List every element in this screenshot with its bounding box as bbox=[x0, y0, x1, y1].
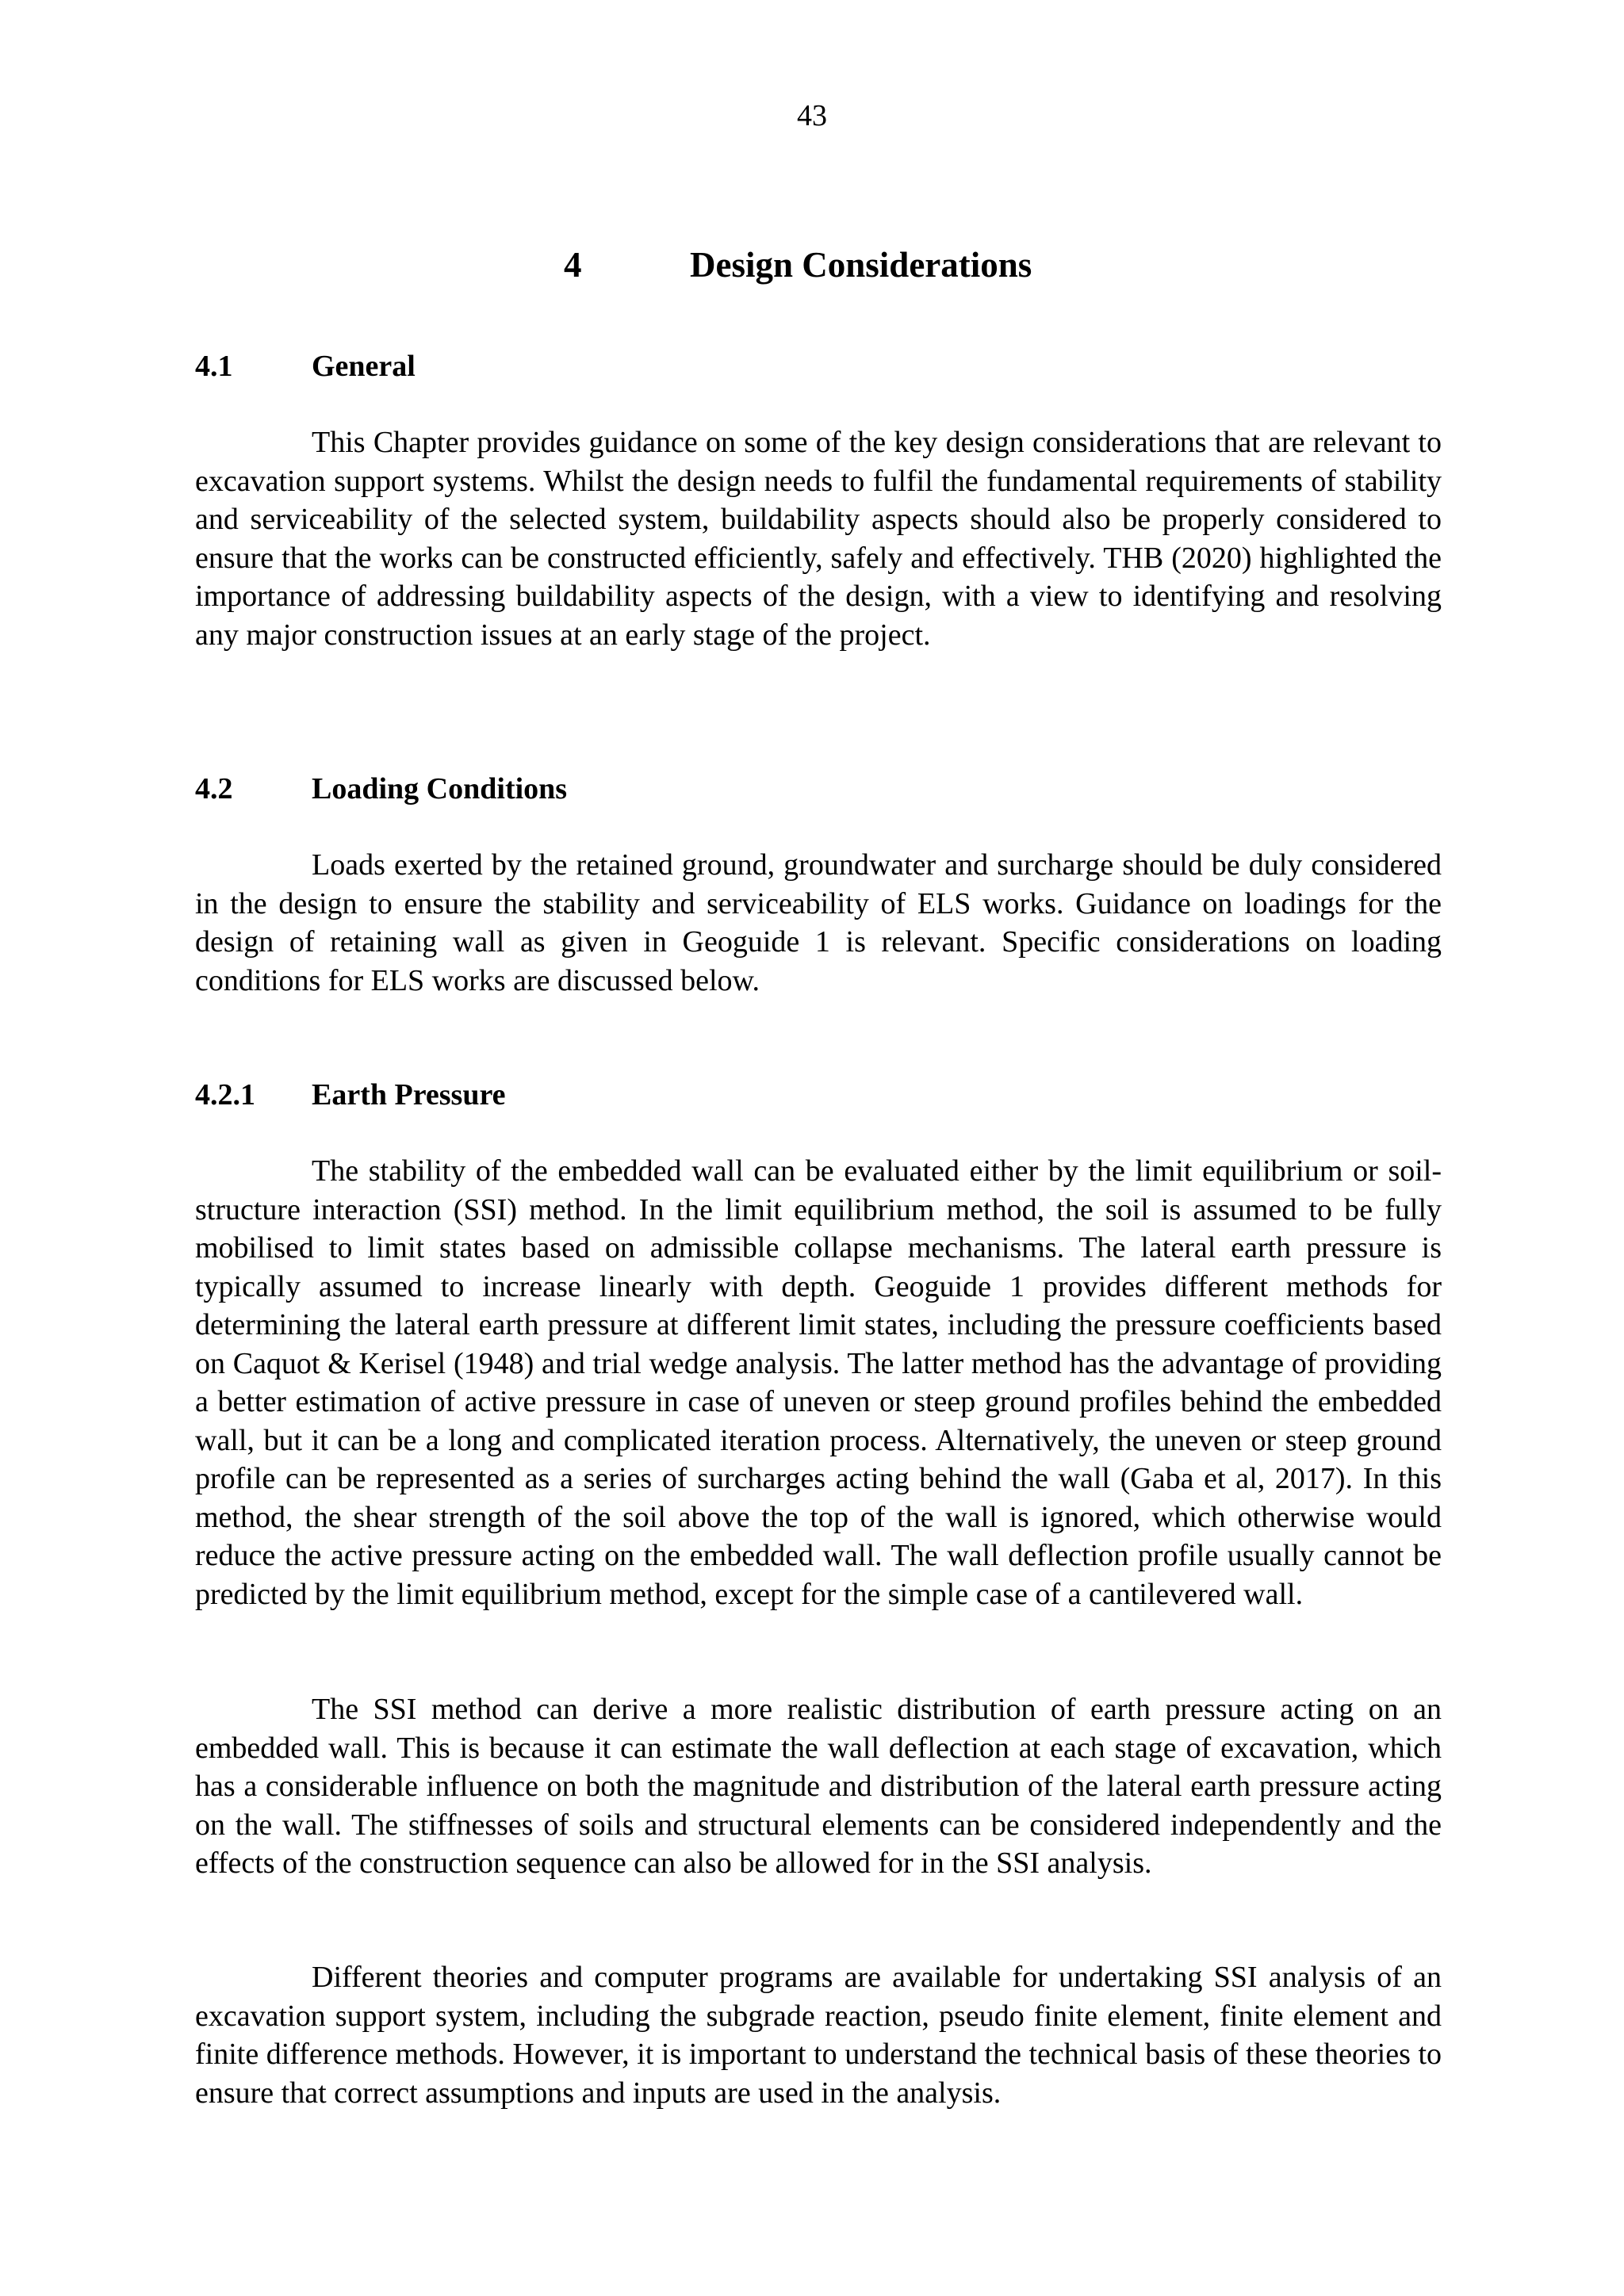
section-title: Loading Conditions bbox=[312, 772, 568, 806]
paragraph-earth-pressure-2: The SSI method can derive a more realistic distribution of earth pressure acting on an embedded wall. This is because it can estimate the wall deflection at each stage of excavation, which has a considerable influence on both the magnitude and distribution of the lateral earth pressure acting on the wall. The stiffnesses of soils and structural elements can be considered independently and the effects of the construction sequence can also be allowed for in the SSI analysis. bbox=[195, 1693, 1442, 1880]
section-title: General bbox=[312, 350, 416, 383]
paragraph-general: This Chapter provides guidance on some of the key design considerations that are relevant to excavation support systems. Whilst the design needs to fulfil the fundamental requirements of stability and serviceability of the selected system, buildability aspects should also be properly considered to ensure that the works can be constructed efficiently, safely and effectively. THB (2020) highlighted the importance of addressing buildability aspects of the design, with a view to identifying and resolving any major construction issues at an early stage of the project. bbox=[195, 426, 1442, 652]
section-number: 4.2 bbox=[195, 772, 233, 806]
paragraph-loading-conditions: Loads exerted by the retained ground, groundwater and surcharge should be duly considered in the design to ensure the stability and serviceability of ELS works. Guidance on loadings for the design of retaining wall as given in Geoguide 1 is relevant. Specific considerations on loading conditions for ELS works are discussed below. bbox=[195, 848, 1442, 997]
paragraph-earth-pressure-1: The stability of the embedded wall can be evaluated either by the limit equilibrium or soil-structure interaction (SSI) method. In the limit equilibrium method, the soil is assumed to be fully mobilised to limit states based on admissible collapse mechanisms. The lateral earth pressure is typically assumed to increase linearly with depth. Geoguide 1 provides different methods for determining the lateral earth pressure at different limit states, including the pressure coefficients based on Caquot & Kerisel (1948) and trial wedge analysis. The latter method has the advantage of providing a better estimation of active pressure in case of uneven or steep ground profiles behind the embedded wall, but it can be a long and complicated iteration process. Alternatively, the uneven or steep ground profile can be represented as a series of surcharges acting behind the wall (Gaba et al, 2017). In this method, the shear strength of the soil above the top of the wall is ignored, which otherwise would reduce the active pressure acting on the embedded wall. The wall deflection profile usually cannot be predicted by the limit equilibrium method, except for the simple case of a cantilevered wall. bbox=[195, 1154, 1442, 1611]
chapter-title-text: Design Considerations bbox=[690, 245, 1032, 285]
chapter-number: 4 bbox=[564, 245, 582, 285]
section-title: Earth Pressure bbox=[312, 1078, 506, 1112]
chapter-title bbox=[0, 243, 1624, 287]
section-number: 4.2.1 bbox=[195, 1078, 255, 1112]
section-number: 4.1 bbox=[195, 350, 233, 383]
paragraph-earth-pressure-3: Different theories and computer programs are available for undertaking SSI analysis of an excavation support system, including the subgrade reaction, pseudo finite element, finite element and finite difference methods. However, it is important to understand the technical basis of these theories to ensure that correct assumptions and inputs are used in the analysis. bbox=[195, 1961, 1442, 2110]
page-number: 43 bbox=[797, 99, 827, 132]
